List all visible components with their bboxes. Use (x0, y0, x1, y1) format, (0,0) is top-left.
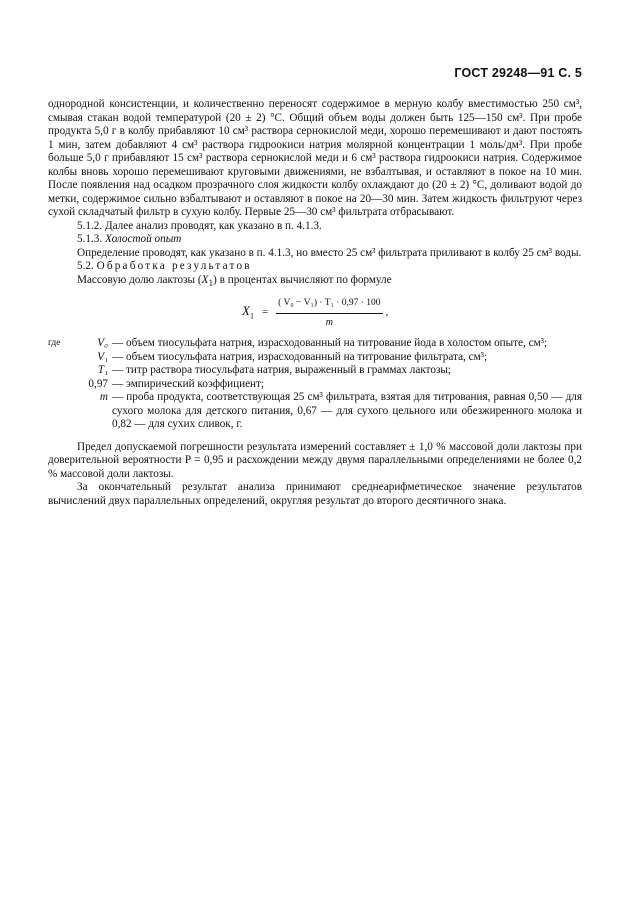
paragraph-error-limit: Предел допускаемой погрешности результата измерений составляет ± 1,0 % массовой доли лактозы при доверительной вероятности P = 0,95 и расхождении между двумя параллельными определениями не более 0,2 % массовой доли лактозы. (48, 440, 582, 480)
lactose-formula (242, 297, 388, 329)
definitions-list (48, 337, 582, 432)
definition-symbol: T₁ (97, 364, 108, 377)
section-number: 5.2. (77, 260, 94, 272)
definition-symbol: m (99, 391, 108, 404)
section-title-results: Обработка результатов (96, 260, 252, 272)
formula-equals: = (261, 306, 269, 319)
paragraph-formula-intro (48, 274, 582, 292)
definition-text: — эмпирический коэффициент; (112, 377, 265, 390)
paragraph-continuation: однородной консистенции, и количественно переносят содержимое в мерную колбу вместимостью 250 см³, смывая стакан водой температурой (20 ± 2) °С. Общий объем воды должен быть 125—150 см³. При пробе продукта 5,0 г в колбу прибавляют 10 см³ раствора сернокислой меди, хорошо перемешивают и дают постоять 1 мин, затем добавляют 4 см³ раствора гидроокиси натрия молярной концентрации 1 моль/дм³. При пробе больше 5,0 г прибавляют 15 см³ раствора сернокислой меди и 6 см³ раствора гидроокиси натрия. Содержимое колбы вновь хорошо перемешивают круговыми движениями, не взбалтывая, и оставляют в покое на 10 мин. После появления над осадком прозрачного слоя жидкости колбу охлаждают до (20 ± 2) °С, доливают водой до метки, содержимое сильно взбалтывают и оставляют в покое на 20—30 мин. Затем жидкость фильтруют через сухой складчатый фильтр в сухую колбу. Первые 25—30 см³ фильтрата отбрасывают. (48, 98, 582, 218)
text-run: Массовую долю лактозы ( (77, 273, 202, 286)
formula-numerator: ( V₀ − V₁) · T₁ · 0,97 · 100 (276, 297, 382, 314)
paragraph-final-result: За окончательный результат анализа принимают среднеарифметическое значение результатов вычислений двух параллельных определений, округляя результат до второго десятичного знака. (48, 481, 582, 507)
formula-lhs: $X_1$ (242, 302, 254, 321)
paragraph-5-1-2: 5.1.2. Далее анализ проводят, как указано в п. 4.1.3. (77, 219, 322, 232)
definition-text: — объем тиосульфата натрия, израсходованный на титрование йода в холостом опыте, см³; (112, 337, 548, 350)
definition-text: — объем тиосульфата натрия, израсходованный на титрование фильтрата, см³; (112, 350, 488, 363)
definition-symbol: где V₀ (48, 337, 108, 350)
formula-block (48, 295, 582, 335)
paragraph-5-1-3 (48, 233, 582, 247)
text-run: ) в процентах вычисляют по формуле (213, 273, 392, 286)
formula-comma: , (385, 306, 389, 319)
document-body (48, 98, 582, 508)
page-header: ГОСТ 29248—91 С. 5 (454, 66, 582, 80)
paragraph-5-2 (48, 260, 582, 274)
definition-text: — проба продукта, соответствующая 25 см³ фильтрата, взятая для титрования, равная 0,50 — для сухого молока для детского питания, 0,67 — для сухого цельного или обезжиренного молока и 0,82 — для сухих сливок, г. (112, 391, 582, 431)
variable-x: X (201, 273, 209, 286)
formula-denominator: m (325, 316, 333, 328)
paragraph-blank-test-body: Определение проводят, как указано в п. 4.1.3, но вместо 25 см³ фильтрата приливают в колбу 25 см³ воды. (77, 246, 582, 259)
variable-subscript: 1 (208, 278, 214, 289)
section-number: 5.1.3. (77, 233, 103, 245)
definition-text: — титр раствора тиосульфата натрия, выраженный в граммах лактозы; (112, 364, 451, 377)
definition-symbol: 0,97 (88, 377, 108, 390)
section-title-blank-test: Холостой опыт (104, 233, 182, 245)
definition-symbol: V₁ (97, 350, 108, 363)
formula-fraction (276, 297, 382, 329)
